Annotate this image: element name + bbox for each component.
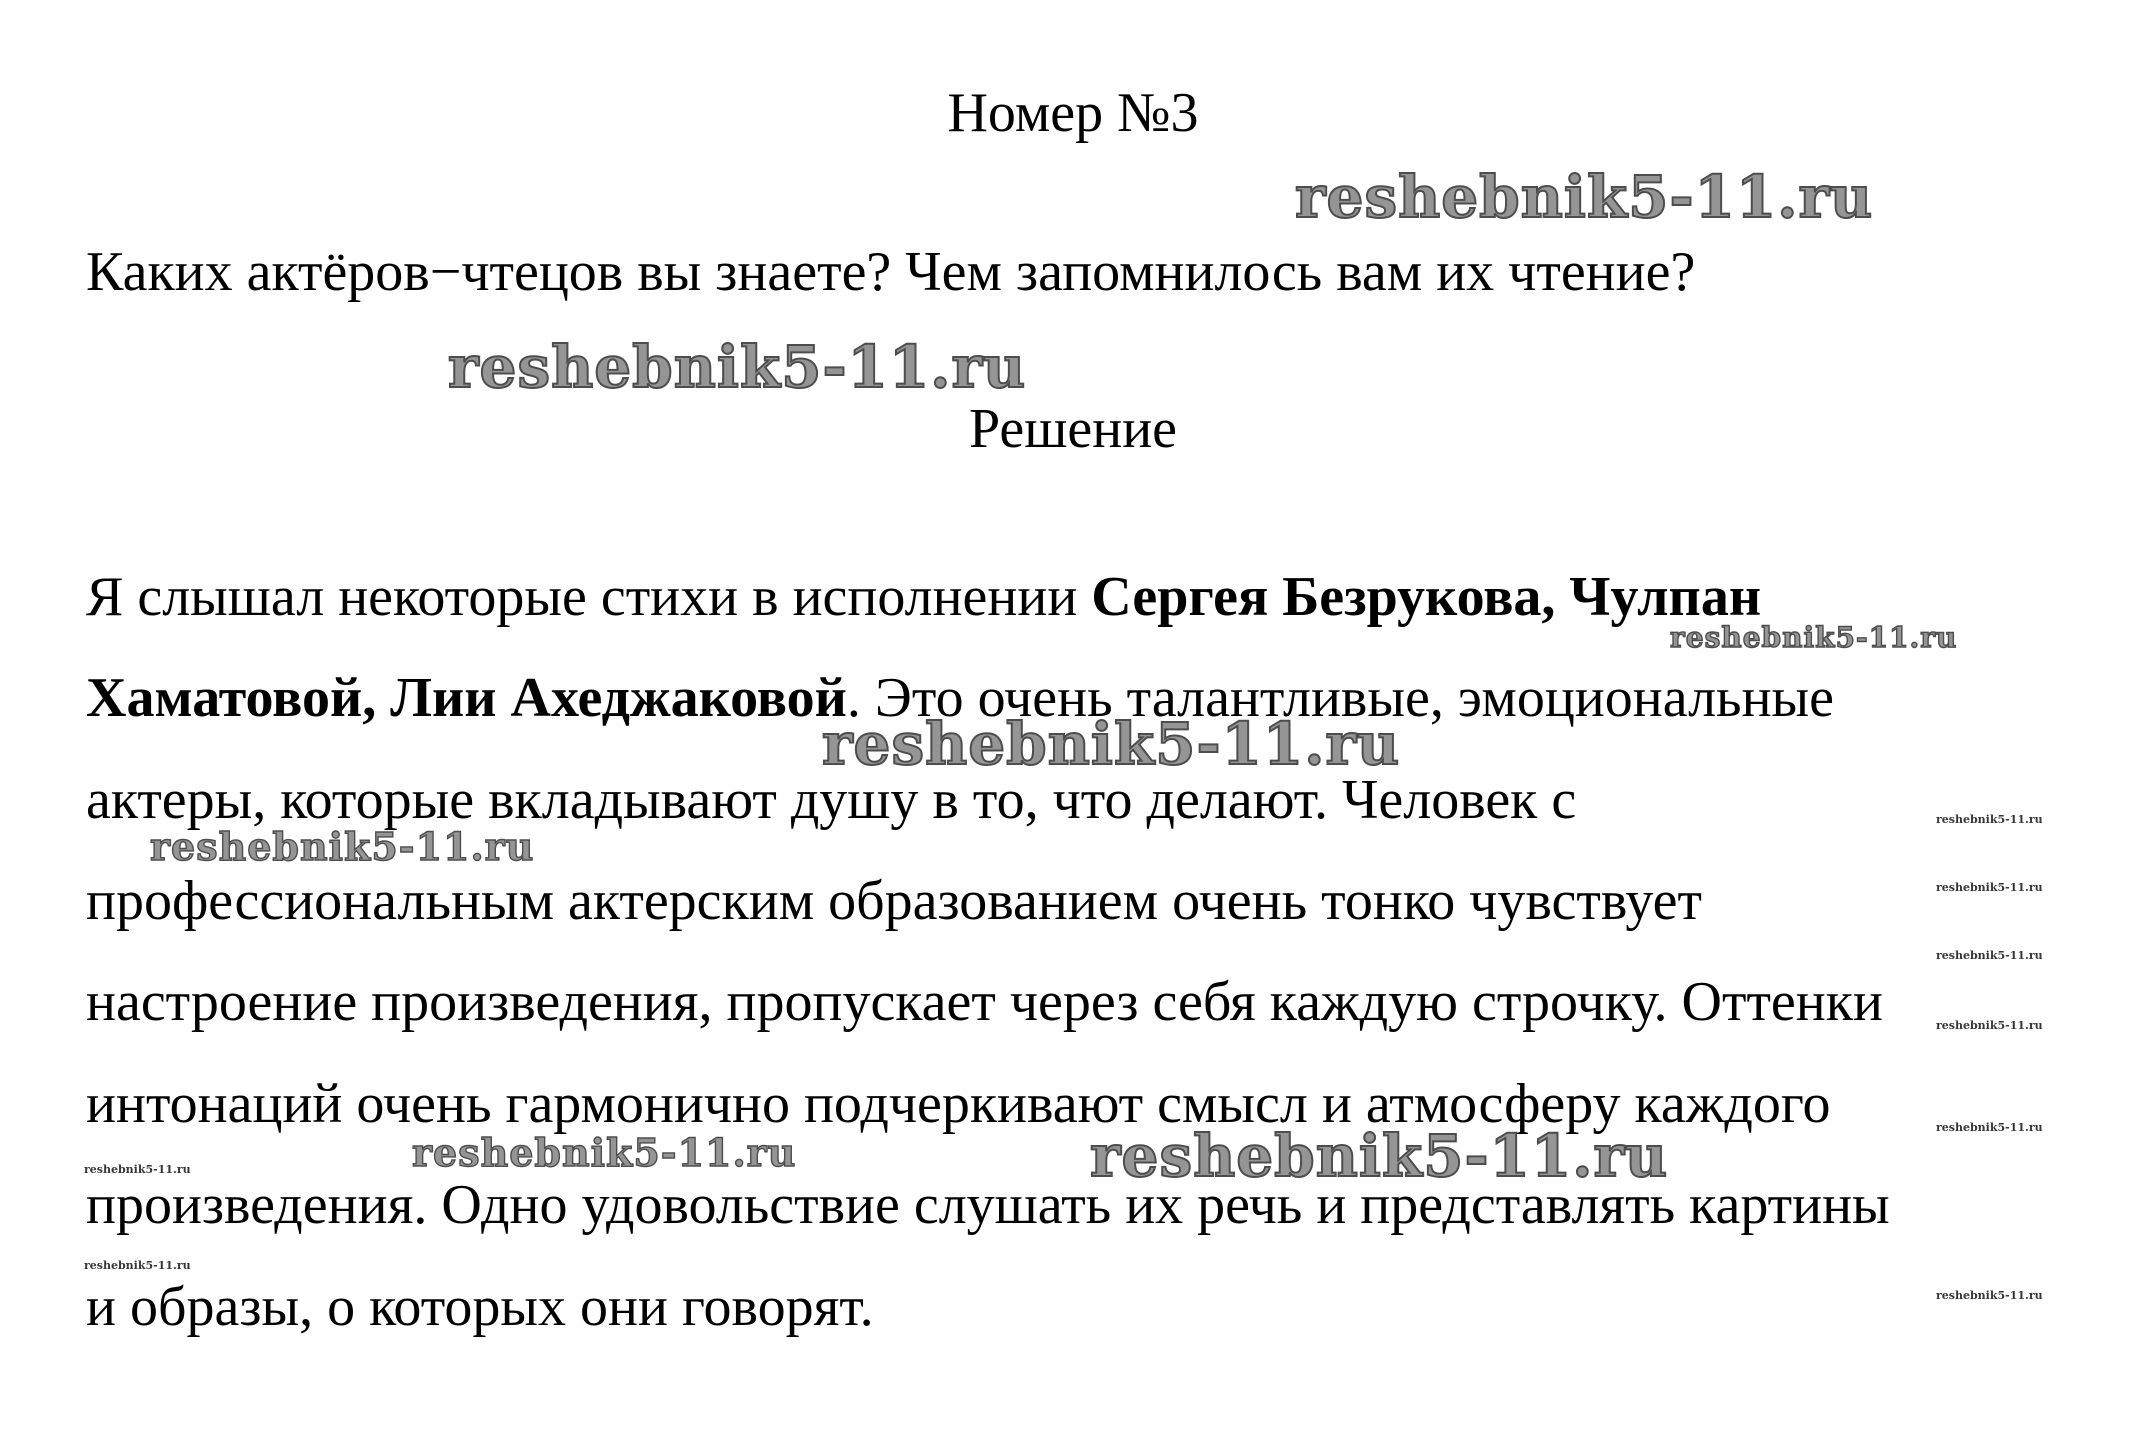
watermark: reshebnik5-11.ru [84, 1163, 191, 1176]
watermark: reshebnik5-11.ru [84, 1259, 191, 1272]
watermark: reshebnik5-11.ru [1936, 949, 2043, 962]
watermark: reshebnik5-11.ru [1295, 163, 1874, 231]
problem-heading: Номер №3 [947, 82, 1199, 144]
answer-line-1-plain: Я слышал некоторые стихи в исполнении [86, 566, 1092, 628]
watermark: reshebnik5-11.ru [448, 333, 1027, 401]
watermark: reshebnik5-11.ru [1936, 1121, 2043, 1134]
answer-line-2-bold: Хаматовой, Лии Ахеджаковой [86, 667, 847, 729]
answer-line-1 [86, 566, 1762, 628]
watermark: reshebnik5-11.ru [412, 1130, 797, 1175]
solution-heading: Решение [968, 398, 1178, 460]
watermark: reshebnik5-11.ru [1936, 1019, 2043, 1032]
watermark: reshebnik5-11.ru [1936, 881, 2043, 894]
answer-line-6: интонаций очень гармонично подчеркивают смысл и атмосферу каждого [86, 1073, 1831, 1135]
answer-line-8: и образы, о которых они говорят. [86, 1276, 874, 1338]
watermark: reshebnik5-11.ru [822, 710, 1401, 778]
watermark: reshebnik5-11.ru [1670, 621, 1958, 654]
watermark: reshebnik5-11.ru [1936, 1289, 2043, 1302]
answer-line-7: произведения. Одно удовольствие слушать их речь и представлять картины [86, 1174, 1890, 1236]
answer-line-2-plain: . Это очень талантливые, эмоциональные [846, 667, 1835, 729]
watermark: reshebnik5-11.ru [1090, 1122, 1669, 1190]
answer-line-1-bold: Сергея Безрукова, Чулпан [1091, 566, 1762, 628]
answer-line-4: профессиональным актерским образованием очень тонко чувствует [86, 870, 1702, 932]
answer-line-3: актеры, которые вкладывают душу в то, что делают. Человек с [86, 769, 1577, 831]
watermark: reshebnik5-11.ru [1936, 813, 2043, 826]
answer-line-5: настроение произведения, пропускает через себя каждую строчку. Оттенки [86, 971, 1883, 1033]
question-text: Каких актёров−чтецов вы знаете? Чем запомнилось вам их чтение? [86, 241, 1696, 303]
watermark: reshebnik5-11.ru [150, 824, 535, 869]
